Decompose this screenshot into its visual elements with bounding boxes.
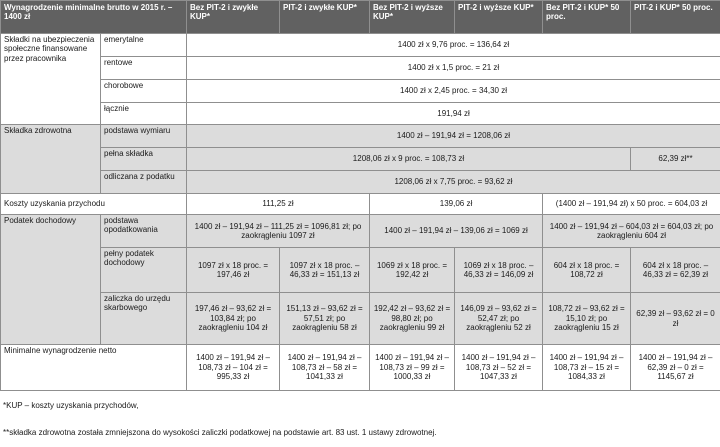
row-value: 1400 zł – 191,94 zł – 108,73 zł – 58 zł = 1041,33 zł: [280, 345, 370, 391]
row-label: odliczana z podatku: [101, 171, 187, 194]
podatek-label: Podatek dochodowy: [1, 215, 101, 345]
row-value: 1400 zł – 191,94 zł – 108,73 zł – 104 zł = 995,33 zł: [187, 345, 280, 391]
row-value: 1208,06 zł x 7,75 proc. = 93,62 zł: [187, 171, 720, 194]
row-label: podstawa wymiaru: [101, 125, 187, 148]
row-value: 1400 zł – 191,94 zł – 108,73 zł – 99 zł = 1000,33 zł: [370, 345, 455, 391]
table-row: [1, 248, 720, 293]
row-value: 1069 zł x 18 proc. = 192,42 zł: [370, 248, 455, 293]
row-value: 191,94 zł: [187, 103, 720, 125]
row-label: pełna składka: [101, 148, 187, 171]
row-value-last: 62,39 zł**: [631, 148, 720, 171]
koszty-value-2: 139,06 zł: [370, 194, 543, 215]
row-value: 1400 zł – 191,94 zł = 1208,06 zł: [187, 125, 720, 148]
table-row: [1, 34, 720, 57]
row-value: 1097 zł x 18 proc. = 197,46 zł: [187, 248, 280, 293]
row-value: 192,42 zł – 93,62 zł = 98,80 zł; po zaokrągleniu 99 zł: [370, 293, 455, 345]
header-col-3: Bez PIT-2 i wyższe KUP*: [370, 1, 455, 34]
footnote-zdrowotna: **składka zdrowotna została zmniejszona do wysokości zaliczki podatkowej na podstawie art. 83 ust. 1 ustawy zdrowotnej.: [3, 428, 437, 437]
row-value: 1400 zł x 9,76 proc. = 136,64 zł: [187, 34, 720, 57]
row-label: zaliczka do urzędu skarbowego: [101, 293, 187, 345]
skladki-label: Składki na ubezpieczenia społeczne finansowane przez pracownika: [1, 34, 101, 125]
row-value: 1400 zł – 191,94 zł – 604,03 zł = 604,03 zł; po zaokrągleniu 604 zł: [543, 215, 720, 248]
row-value: 604 zł x 18 proc. – 46,33 zł = 62,39 zł: [631, 248, 720, 293]
row-value: 1400 zł – 191,94 zł – 139,06 zł = 1069 zł: [370, 215, 543, 248]
row-value: 1400 zł – 191,94 zł – 111,25 zł = 1096,81 zł; po zaokrągleniu 1097 zł: [187, 215, 370, 248]
koszty-value-1: 111,25 zł: [187, 194, 370, 215]
row-value: 62,39 zł – 93,62 zł = 0 zł: [631, 293, 720, 345]
koszty-label: Koszty uzyskania przychodu: [1, 194, 187, 215]
row-label: łącznie: [101, 103, 187, 125]
row-value: 1400 zł – 191,94 zł – 108,73 zł – 52 zł = 1047,33 zł: [455, 345, 543, 391]
header-col-5: Bez PIT-2 i KUP* 50 proc.: [543, 1, 631, 34]
netto-label: Minimalne wynagrodzenie netto: [1, 345, 187, 391]
row-label: rentowe: [101, 57, 187, 80]
row-value: 1069 zł x 18 proc. – 46,33 zł = 146,09 zł: [455, 248, 543, 293]
row-label: pełny podatek dochodowy: [101, 248, 187, 293]
row-label: podstawa opodatkowania: [101, 215, 187, 248]
koszty-value-3: (1400 zł – 191,94 zł) x 50 proc. = 604,03 zł: [543, 194, 720, 215]
table-row: [1, 57, 720, 80]
row-value: 1097 zł x 18 proc. – 46,33 zł = 151,13 zł: [280, 248, 370, 293]
row-value: 197,46 zł – 93,62 zł = 103,84 zł; po zaokrągleniu 104 zł: [187, 293, 280, 345]
table-row: [1, 125, 720, 148]
table-row: [1, 80, 720, 103]
row-value: 604 zł x 18 proc. = 108,72 zł: [543, 248, 631, 293]
table-row: [1, 194, 720, 215]
header-title: Wynagrodzenie minimalne brutto w 2015 r. – 1400 zł: [1, 1, 187, 34]
table-row: [1, 293, 720, 345]
row-label: chorobowe: [101, 80, 187, 103]
row-value: 1400 zł – 191,94 zł – 62,39 zł – 0 zł = 1145,67 zł: [631, 345, 720, 391]
row-value: 1208,06 zł x 9 proc. = 108,73 zł: [187, 148, 631, 171]
row-label: emerytalne: [101, 34, 187, 57]
row-value: 146,09 zł – 93,62 zł = 52,47 zł; po zaokrągleniu 52 zł: [455, 293, 543, 345]
header-col-1: Bez PIT-2 i zwykłe KUP*: [187, 1, 280, 34]
table-row: [1, 215, 720, 248]
footnote-kup: *KUP – koszty uzyskania przychodów,: [3, 401, 139, 410]
row-value: 151,13 zł – 93,62 zł = 57,51 zł; po zaokrągleniu 58 zł: [280, 293, 370, 345]
table-row: [1, 148, 720, 171]
header-row: [1, 1, 720, 34]
header-col-4: PIT-2 i wyższe KUP*: [455, 1, 543, 34]
table-row: [1, 171, 720, 194]
zdrowotna-label: Składka zdrowotna: [1, 125, 101, 194]
row-value: 108,72 zł – 93,62 zł = 15,10 zł; po zaokrągleniu 15 zł: [543, 293, 631, 345]
header-col-6: PIT-2 i KUP* 50 proc.: [631, 1, 720, 34]
row-value: 1400 zł – 191,94 zł – 108,73 zł – 15 zł = 1084,33 zł: [543, 345, 631, 391]
row-value: 1400 zł x 2,45 proc. = 34,30 zł: [187, 80, 720, 103]
table-row: [1, 345, 720, 391]
header-col-2: PIT-2 i zwykłe KUP*: [280, 1, 370, 34]
table-row: [1, 103, 720, 125]
row-value: 1400 zł x 1,5 proc. = 21 zł: [187, 57, 720, 80]
